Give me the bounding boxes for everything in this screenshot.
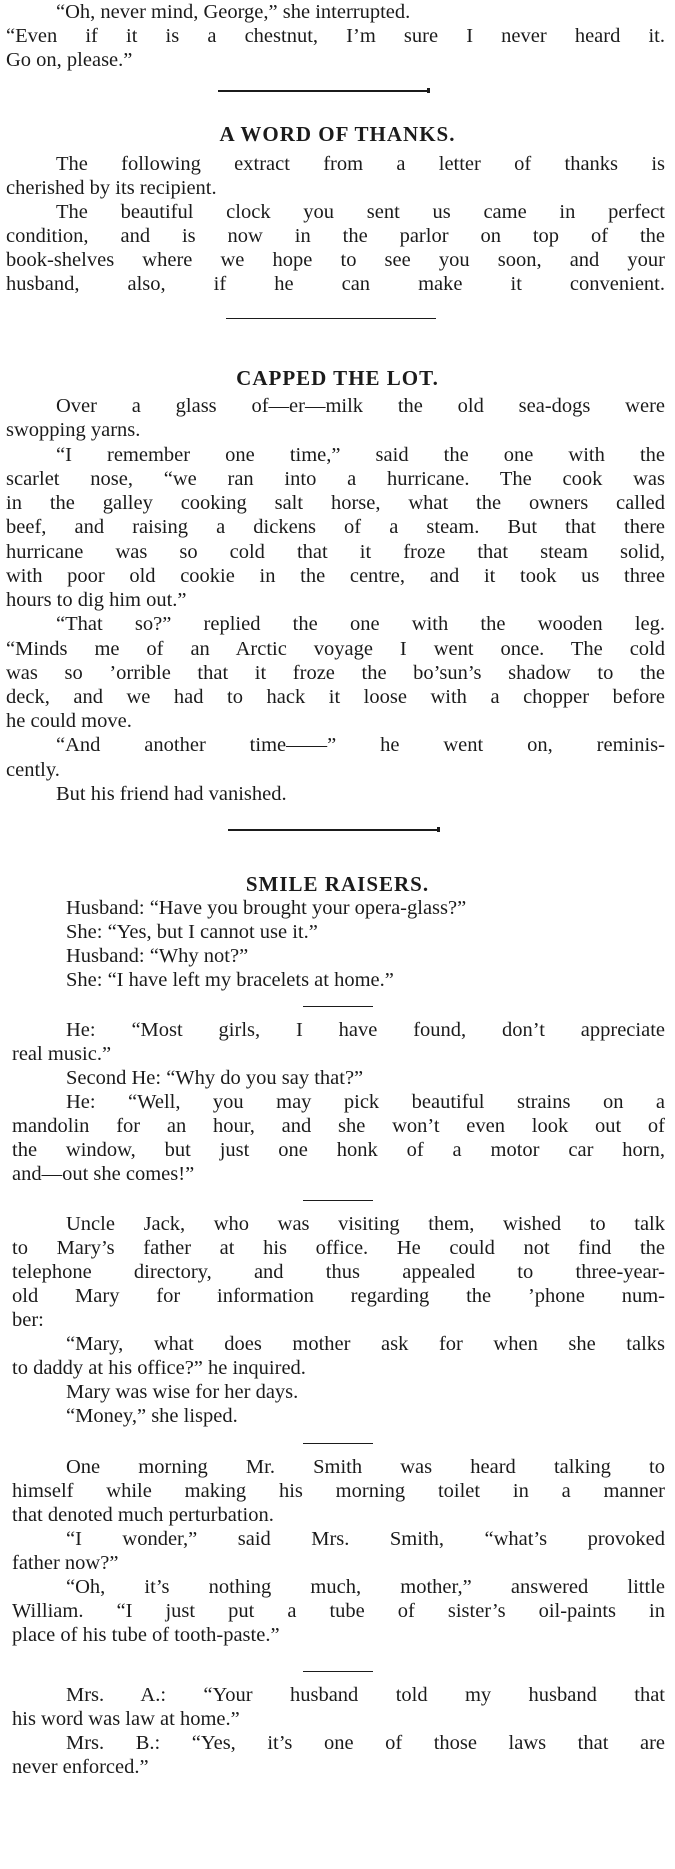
capped-line: he could move. — [6, 710, 132, 732]
uncle-line: Uncle Jack, who was visiting them, wished to talk — [66, 1213, 665, 1235]
smith-line: William. “I just put a tube of sister’s oil-paints in — [12, 1600, 665, 1622]
capped-line: But his friend had vanished. — [56, 783, 287, 805]
smith-line: place of his tube of tooth-paste.” — [12, 1624, 280, 1646]
thanks-line: condition, and is now in the parlor on top of the — [6, 225, 665, 247]
divider-ornament — [427, 88, 430, 93]
smith-line: that denoted much perturbation. — [12, 1504, 274, 1526]
music-line: the window, but just one honk of a motor car horn, — [12, 1139, 665, 1161]
thanks-line: book-shelves where we hope to see you soon, and your — [6, 249, 665, 271]
joke-divider — [303, 1443, 373, 1444]
section-divider — [218, 90, 428, 92]
uncle-line: Mary was wise for her days. — [66, 1381, 299, 1403]
joke-divider — [303, 1200, 373, 1201]
joke-divider — [303, 1006, 373, 1007]
law-line: Mrs. B.: “Yes, it’s one of those laws that are — [66, 1732, 665, 1754]
smith-line: himself while making his morning toilet in a manner — [12, 1480, 665, 1502]
opera-line: She: “Yes, but I cannot use it.” — [66, 921, 318, 943]
capped-line: Over a glass of—er—milk the old sea-dogs were — [56, 395, 665, 417]
capped-line: beef, and raising a dickens of a steam. But that there — [6, 516, 665, 538]
capped-line: cently. — [6, 759, 60, 781]
capped-line: “I remember one time,” said the one with the — [56, 444, 665, 466]
uncle-line: to Mary’s father at his office. He could not find the — [12, 1237, 665, 1259]
intro-line: Go on, please.” — [6, 49, 133, 71]
capped-line: “And another time——” he went on, reminis- — [56, 734, 665, 756]
music-line: Second He: “Why do you say that?” — [66, 1067, 364, 1089]
capped-line: hurricane was so cold that it froze that steam solid, — [6, 541, 665, 563]
uncle-line: ber: — [12, 1309, 44, 1331]
section-divider — [226, 318, 436, 319]
capped-line: in the galley cooking salt horse, what the owners called — [6, 492, 665, 514]
uncle-line: “Mary, what does mother ask for when she talks — [66, 1333, 665, 1355]
thanks-line: The beautiful clock you sent us came in perfect — [56, 201, 665, 223]
law-line: his word was law at home.” — [12, 1708, 240, 1730]
thanks-line: husband, also, if he can make it convenient. — [6, 273, 665, 295]
opera-line: Husband: “Why not?” — [66, 945, 249, 967]
law-line: never enforced.” — [12, 1756, 149, 1778]
smith-line: “Oh, it’s nothing much, mother,” answered little — [66, 1576, 665, 1598]
music-line: mandolin for an hour, and she won’t even look out of — [12, 1115, 665, 1137]
capped-line: “That so?” replied the one with the wooden leg. — [56, 613, 665, 635]
smith-line: One morning Mr. Smith was heard talking to — [66, 1456, 665, 1478]
divider-ornament — [437, 827, 440, 832]
capped-line: deck, and we had to hack it loose with a chopper before — [6, 686, 665, 708]
uncle-line: old Mary for information regarding the ’phone num- — [12, 1285, 665, 1307]
capped-line: scarlet nose, “we ran into a hurricane. The cook was — [6, 468, 665, 490]
music-line: He: “Well, you may pick beautiful strains on a — [66, 1091, 665, 1113]
joke-divider — [303, 1671, 373, 1672]
capped-line: hours to dig him out.” — [6, 589, 187, 611]
heading-capped-the-lot: CAPPED THE LOT. — [236, 366, 439, 390]
uncle-line: to daddy at his office?” he inquired. — [12, 1357, 306, 1379]
law-line: Mrs. A.: “Your husband told my husband that — [66, 1684, 665, 1706]
thanks-line: The following extract from a letter of thanks is — [56, 153, 665, 175]
music-line: He: “Most girls, I have found, don’t appreciate — [66, 1019, 665, 1041]
capped-line: was so ’orrible that it froze the bo’sun’s shadow to the — [6, 662, 665, 684]
music-line: real music.” — [12, 1043, 112, 1065]
opera-line: Husband: “Have you brought your opera-glass?” — [66, 897, 467, 919]
uncle-line: “Money,” she lisped. — [66, 1405, 238, 1427]
thanks-line: cherished by its recipient. — [6, 177, 217, 199]
music-line: and—out she comes!” — [12, 1163, 195, 1185]
capped-line: with poor old cookie in the centre, and it took us three — [6, 565, 665, 587]
capped-line: “Minds me of an Arctic voyage I went once. The cold — [6, 638, 665, 660]
capped-line: swopping yarns. — [6, 419, 141, 441]
heading-smile-raisers: SMILE RAISERS. — [245, 872, 430, 896]
uncle-line: telephone directory, and thus appealed to three-year- — [12, 1261, 665, 1283]
opera-line: She: “I have left my bracelets at home.” — [66, 969, 394, 991]
intro-line: “Oh, never mind, George,” she interrupted. — [56, 1, 411, 23]
smith-line: father now?” — [12, 1552, 119, 1574]
intro-line: “Even if it is a chestnut, I’m sure I never heard it. — [6, 25, 665, 47]
section-divider — [228, 829, 438, 831]
smith-line: “I wonder,” said Mrs. Smith, “what’s provoked — [66, 1528, 665, 1550]
heading-word-of-thanks: A WORD OF THANKS. — [219, 122, 456, 146]
